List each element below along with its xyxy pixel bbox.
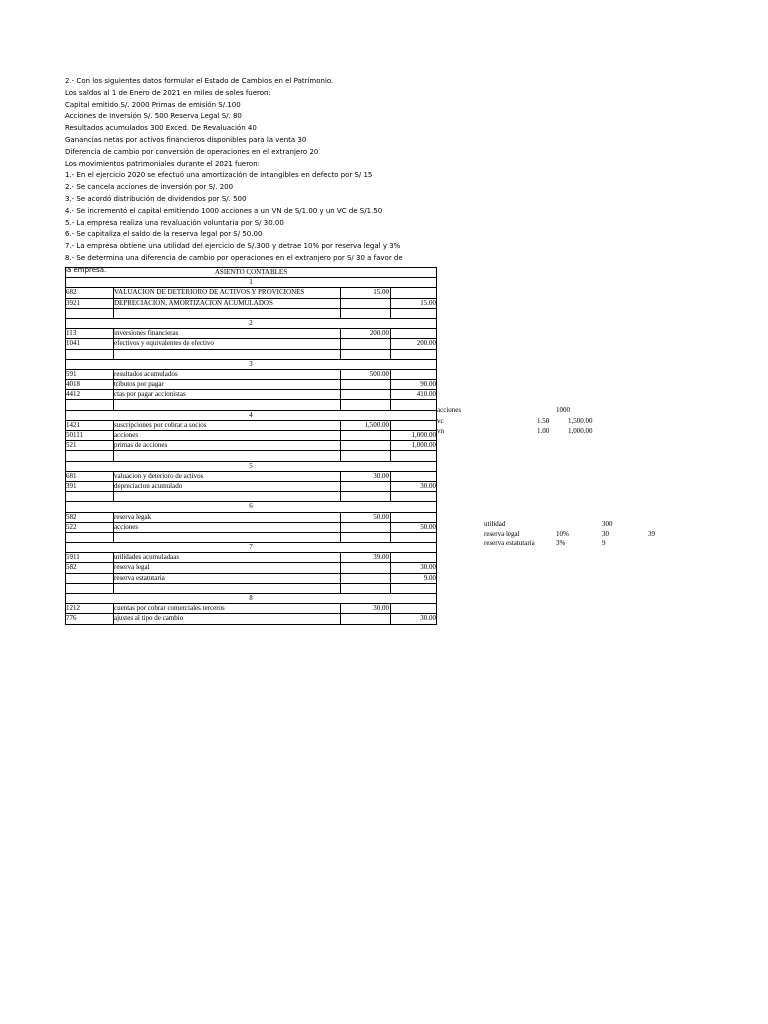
table-title-row (65, 267, 437, 277)
credit-amount: 9.00 (423, 573, 436, 582)
account-description: reserva estatutaria (114, 573, 165, 582)
debit-amount: 50.00 (373, 512, 389, 521)
table-row (65, 603, 437, 613)
debit-amount (340, 299, 390, 308)
calc-acciones-qty: 1000 (556, 406, 570, 414)
account-description: VALUACION DE DETERIORO DE ACTIVOS Y PROVICIONES (114, 288, 305, 297)
debit-amount: 15.00 (373, 288, 389, 297)
spacer-row (65, 583, 437, 593)
debit-amount (340, 431, 390, 440)
account-code: 591 (66, 369, 77, 378)
table-row (65, 338, 437, 348)
entry-number-row (65, 461, 437, 471)
calc-vn-price: 1.00 (537, 427, 550, 435)
account-code: 3921 (66, 298, 80, 307)
intro-line: 1.- En el ejercicio 2020 se efectuó una amortización de intangibles en defecto por S/ 15 (65, 171, 373, 180)
calc-total: 39 (648, 530, 655, 538)
spacer-row (65, 349, 437, 359)
account-code: 776 (66, 614, 77, 623)
intro-line: Los movimientos patrimoniales durante el 2021 fueron: (65, 159, 261, 168)
intro-line: Diferencia de cambio por conversión de operaciones en el extranjero 20 (65, 147, 319, 156)
table-row (65, 328, 437, 338)
entry-number: 5 (249, 461, 253, 470)
account-code: 582 (66, 563, 77, 572)
account-description: depreciacion acumulado (114, 481, 183, 490)
credit-amount (390, 329, 437, 338)
table-row (65, 512, 437, 522)
account-description: inversiones financieras (114, 329, 179, 338)
account-description: efectivos y equivalentes de efectivo (114, 339, 214, 348)
calc-utilidad-label: utilidad (484, 520, 506, 528)
credit-amount (390, 421, 437, 430)
calc-vc-label: vc (437, 417, 444, 425)
intro-line: la empresa. (65, 265, 107, 274)
entry-number: 3 (249, 359, 253, 368)
intro-line: Capital emitido S/. 2000 Primas de emisión S/.100 (65, 100, 241, 109)
table-row (65, 389, 437, 399)
problem-statement (65, 76, 465, 277)
account-description: suscripciones por cobrar a socios (114, 420, 207, 429)
account-code: 391 (66, 481, 77, 490)
intro-line: Los saldos al 1 de Enero de 2021 en miles de soles fueron: (65, 88, 271, 97)
account-code: 521 (66, 441, 77, 450)
table-row (65, 430, 437, 440)
debit-amount (340, 563, 390, 572)
account-description: ctas por pagar accionistas (114, 390, 186, 399)
debit-amount (340, 441, 390, 450)
account-description: tributos por pagar (114, 380, 164, 389)
table-row (65, 573, 437, 583)
table-row (65, 552, 437, 562)
calc-legal-value: 30 (602, 530, 609, 538)
credit-amount: 410.00 (416, 390, 436, 399)
spacer-row (65, 308, 437, 318)
table-row (65, 522, 437, 532)
calc-estatutaria-value: 9 (602, 539, 606, 547)
credit-amount: 90.00 (420, 380, 436, 389)
account-code (65, 574, 114, 583)
debit-amount (340, 523, 390, 532)
entry-number-row (65, 318, 437, 328)
credit-amount: 15.00 (420, 298, 436, 307)
debit-amount (340, 380, 390, 389)
account-code: 682 (66, 288, 77, 297)
account-description: utilidades acumuladaas (114, 553, 180, 562)
account-code: 50111 (66, 431, 83, 439)
credit-amount: 30.00 (420, 563, 436, 572)
calc-vc-total: 1,500.00 (568, 417, 593, 425)
account-code: 4412 (66, 390, 80, 399)
entry-number: 7 (249, 543, 253, 552)
spacer-row (65, 532, 437, 542)
calc-estatutaria-pct: 3% (556, 539, 566, 547)
calc-legal-label: reserva legal (484, 530, 520, 538)
debit-amount: 200.00 (369, 329, 389, 338)
account-code: 4018 (66, 380, 80, 389)
credit-amount (390, 513, 437, 522)
debit-amount: 39.00 (373, 553, 389, 562)
calc-vn-total: 1,000.00 (568, 427, 593, 435)
table-row (65, 562, 437, 572)
calc-estatutaria-label: reserva estatutaria (484, 539, 535, 547)
entry-number-row (65, 277, 437, 287)
account-description: cuentas por cobrar comerciales terceros (114, 604, 225, 613)
table-row (65, 471, 437, 481)
table-row (65, 420, 437, 430)
debit-amount: 1,500.00 (364, 420, 389, 429)
credit-amount (390, 472, 437, 481)
table-row (65, 481, 437, 491)
entry-number: 1 (249, 278, 253, 287)
account-description: DEPRECIACION, AMORTIZACION ACUMULADOS (114, 298, 273, 307)
account-description: valuacion y deterioro de activos (114, 471, 204, 480)
intro-line: 5.- La empresa realiza una revaluación voluntaria por S/ 30.00 (65, 218, 284, 227)
credit-amount: 30.00 (420, 614, 436, 623)
table-row (65, 613, 437, 624)
intro-line: 8.- Se determina una diferencia de cambio por operaciones en el extranjero por S/ 30 a favor de (65, 253, 403, 262)
debit-amount (340, 482, 390, 491)
credit-amount: 50.00 (420, 522, 436, 531)
intro-line: 7.- La empresa obtiene una utilidad del ejercicio de S/.300 y detrae 10% por reserva legal y 3% (65, 242, 401, 251)
journal-entries-table (65, 267, 437, 625)
debit-amount: 30.00 (373, 471, 389, 480)
intro-line: 6.- Se capitaliza el saldo de la reserva legal por S/ 50.00 (65, 230, 263, 239)
table-row (65, 287, 437, 297)
account-code: 522 (66, 522, 77, 531)
table-row (65, 440, 437, 450)
calc-vc-price: 1.50 (537, 417, 550, 425)
entry-number-row (65, 593, 437, 603)
account-description: primas de acciones (114, 441, 168, 450)
entry-number: 4 (249, 410, 253, 419)
debit-amount: 30.00 (373, 604, 389, 613)
account-code: 1421 (66, 420, 80, 429)
spacer-row (65, 491, 437, 501)
account-code: 582 (66, 512, 77, 521)
account-description: acciones (114, 522, 139, 531)
table-row (65, 379, 437, 389)
credit-amount: 30.00 (420, 481, 436, 490)
account-code: 681 (66, 471, 77, 480)
intro-line: 4.- Se incrementó el capital emitiendo 1000 acciones a un VN de S/1.00 y un VC de S/1.50 (65, 206, 383, 215)
credit-amount (390, 288, 437, 297)
credit-amount (390, 604, 437, 613)
entry-number: 8 (249, 594, 253, 602)
account-code: 1212 (66, 604, 80, 613)
spacer-row (65, 399, 437, 409)
account-description: reserva legak (114, 512, 152, 521)
calc-vn-label: vn (437, 427, 444, 435)
credit-amount: 1,000.00 (411, 441, 436, 450)
spacer-row (65, 450, 437, 460)
account-code: 5911 (66, 553, 80, 562)
debit-amount (340, 339, 390, 348)
calc-utilidad-value: 300 (602, 520, 613, 528)
account-description: reserva legal (114, 563, 150, 572)
debit-amount (340, 574, 390, 583)
credit-amount: 1,000.00 (411, 431, 436, 439)
account-code: 1041 (66, 339, 80, 348)
entry-number-row (65, 501, 437, 511)
credit-amount (390, 553, 437, 562)
table-title: ASIENTO CONTABLES (214, 268, 288, 276)
intro-line: Acciones de Inversión S/. 500 Reserva Legal S/. 80 (65, 112, 242, 121)
intro-line: 3.- Se acordó distribución de dividendos por S/. 500 (65, 194, 247, 203)
entry-number-row (65, 410, 437, 420)
intro-line: Ganancias netas por activos financieros disponibles para la venta 30 (65, 135, 307, 144)
account-description: acciones (114, 431, 139, 439)
account-description: resultados acumulados (114, 369, 178, 378)
table-row (65, 298, 437, 308)
table-row (65, 369, 437, 379)
account-description: ajustes al tipo de cambio (114, 614, 184, 623)
intro-line: 2.- Se cancela acciones de inversión por S/. 200 (65, 183, 234, 192)
calc-acciones-label: acciones (437, 406, 462, 414)
entry-number-row (65, 359, 437, 369)
debit-amount (340, 614, 390, 623)
debit-amount (340, 390, 390, 399)
debit-amount: 500.00 (369, 369, 389, 378)
intro-line: Resultados acumulados 300 Exced. De Revaluación 40 (65, 124, 257, 133)
entry-number: 2 (249, 318, 253, 327)
intro-line: 2.- Con los siguientes datos formular el Estado de Cambios en el Patrimonio. (65, 77, 334, 85)
entry-number-row (65, 542, 437, 552)
credit-amount (390, 370, 437, 379)
entry-number: 6 (249, 502, 253, 511)
account-code: 113 (66, 329, 77, 338)
credit-amount: 200.00 (416, 339, 436, 348)
calc-legal-pct: 10% (556, 530, 569, 538)
